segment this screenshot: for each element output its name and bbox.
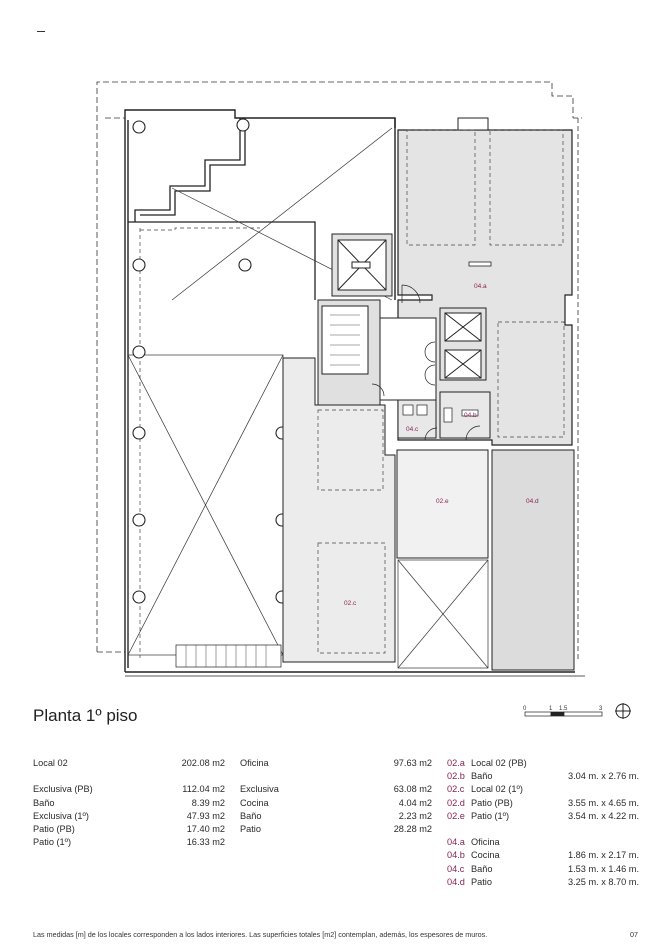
table-row: [33, 757, 225, 770]
footer-note: Las medidas [m] de los locales corresponden a los lados interiores. Las superficies totales [m2] contemplan, además, los espesores de muros.: [33, 930, 488, 939]
room-legend: [447, 757, 639, 889]
plan-title: Planta 1º piso: [33, 706, 138, 725]
scale-tick-0: 0: [523, 706, 527, 712]
row-value: 2.23 m2: [398, 810, 432, 821]
legend-label: Oficina: [471, 837, 500, 848]
room-label-02c: 02.c: [344, 600, 357, 607]
legend-dims: 1.86 m. x 2.17 m.: [568, 850, 639, 861]
table-row: [33, 823, 225, 836]
row-label: Oficina: [240, 758, 269, 768]
room-label-04c: 04.c: [406, 426, 419, 433]
legend-row: [447, 797, 639, 810]
legend-dims: 3.55 m. x 4.65 m.: [568, 797, 639, 808]
legend-label: Patio (1º): [471, 810, 510, 821]
table-row: [33, 810, 225, 823]
row-value: 16.33 m2: [186, 837, 225, 848]
legend-dims: 3.54 m. x 4.22 m.: [568, 810, 639, 821]
row-value: 97.63 m2: [393, 758, 432, 768]
row-value: 17.40 m2: [186, 823, 225, 834]
row-label: Patio (1º): [33, 837, 72, 848]
legend-code: 02.b: [447, 771, 465, 782]
legend-code: 04.c: [447, 863, 465, 874]
row-value: 8.39 m2: [191, 797, 225, 808]
row-label: Patio (PB): [33, 823, 75, 834]
row-label: Baño: [240, 810, 262, 821]
legend-label: Patio (PB): [471, 797, 513, 808]
table-row: [240, 823, 432, 836]
legend-code: 02.a: [447, 758, 465, 768]
legend-dims: 3.04 m. x 2.76 m.: [568, 771, 639, 782]
row-value: 28.28 m2: [393, 823, 432, 834]
legend-row: [447, 770, 639, 783]
legend-row: [447, 863, 639, 876]
legend-label: Baño: [471, 771, 493, 782]
table-row: [240, 797, 432, 810]
row-label: Baño: [33, 797, 55, 808]
legend-label: Local 02 (PB): [471, 758, 527, 768]
room-label-04a: 04.a: [474, 283, 487, 290]
scale-tick-3: 3: [599, 706, 603, 712]
north-arrow-icon: [614, 702, 632, 720]
legend-label: Local 02 (1º): [471, 784, 523, 795]
scale-bar: [522, 704, 610, 722]
row-value: 112.04 m2: [182, 784, 225, 795]
legend-label: Patio: [471, 876, 492, 887]
table-row: [240, 810, 432, 823]
table-row: [33, 797, 225, 810]
row-value: 202.08 m2: [181, 758, 225, 768]
row-label: Local 02: [33, 758, 68, 768]
legend-row: [447, 757, 639, 770]
oficina-table: [240, 757, 432, 836]
row-label: Patio: [240, 823, 261, 834]
row-value: 63.08 m2: [393, 784, 432, 795]
legend-row: [447, 876, 639, 889]
scale-tick-1-5: 1.5: [559, 706, 568, 712]
scale-tick-1: 1: [549, 706, 553, 712]
row-value: 47.93 m2: [186, 810, 225, 821]
legend-code: 02.d: [447, 797, 465, 808]
room-04d-area: [492, 450, 574, 670]
legend-label: Cocina: [471, 850, 500, 861]
table-row: [33, 783, 225, 796]
stepped-walls: [128, 118, 315, 300]
legend-code: 02.e: [447, 810, 465, 821]
room-label-02e: 02.e: [436, 498, 449, 505]
legend-label: Baño: [471, 863, 493, 874]
room-label-04b: 04.b: [464, 412, 477, 419]
row-label: Exclusiva (1º): [33, 810, 89, 821]
local-02-table: [33, 757, 225, 849]
page-number: 07: [630, 930, 638, 939]
legend-dims: 1.53 m. x 1.46 m.: [568, 863, 639, 874]
legend-row: [447, 849, 639, 862]
row-label: Cocina: [240, 797, 269, 808]
inner-dashed: [140, 228, 283, 658]
table-row: [240, 757, 432, 770]
room-label-04d: 04.d: [526, 498, 539, 505]
legend-code: 04.b: [447, 850, 465, 861]
table-row: [33, 836, 225, 849]
row-value: 4.04 m2: [398, 797, 432, 808]
row-label: Exclusiva (PB): [33, 784, 93, 795]
legend-row: [447, 783, 639, 796]
legend-dims: 3.25 m. x 8.70 m.: [568, 876, 639, 887]
row-label: Exclusiva: [240, 784, 279, 795]
legend-row: [447, 810, 639, 823]
legend-row: [447, 836, 639, 849]
table-row: [240, 783, 432, 796]
legend-code: 04.a: [447, 837, 465, 848]
legend-code: 04.d: [447, 876, 465, 887]
legend-code: 02.c: [447, 784, 465, 795]
